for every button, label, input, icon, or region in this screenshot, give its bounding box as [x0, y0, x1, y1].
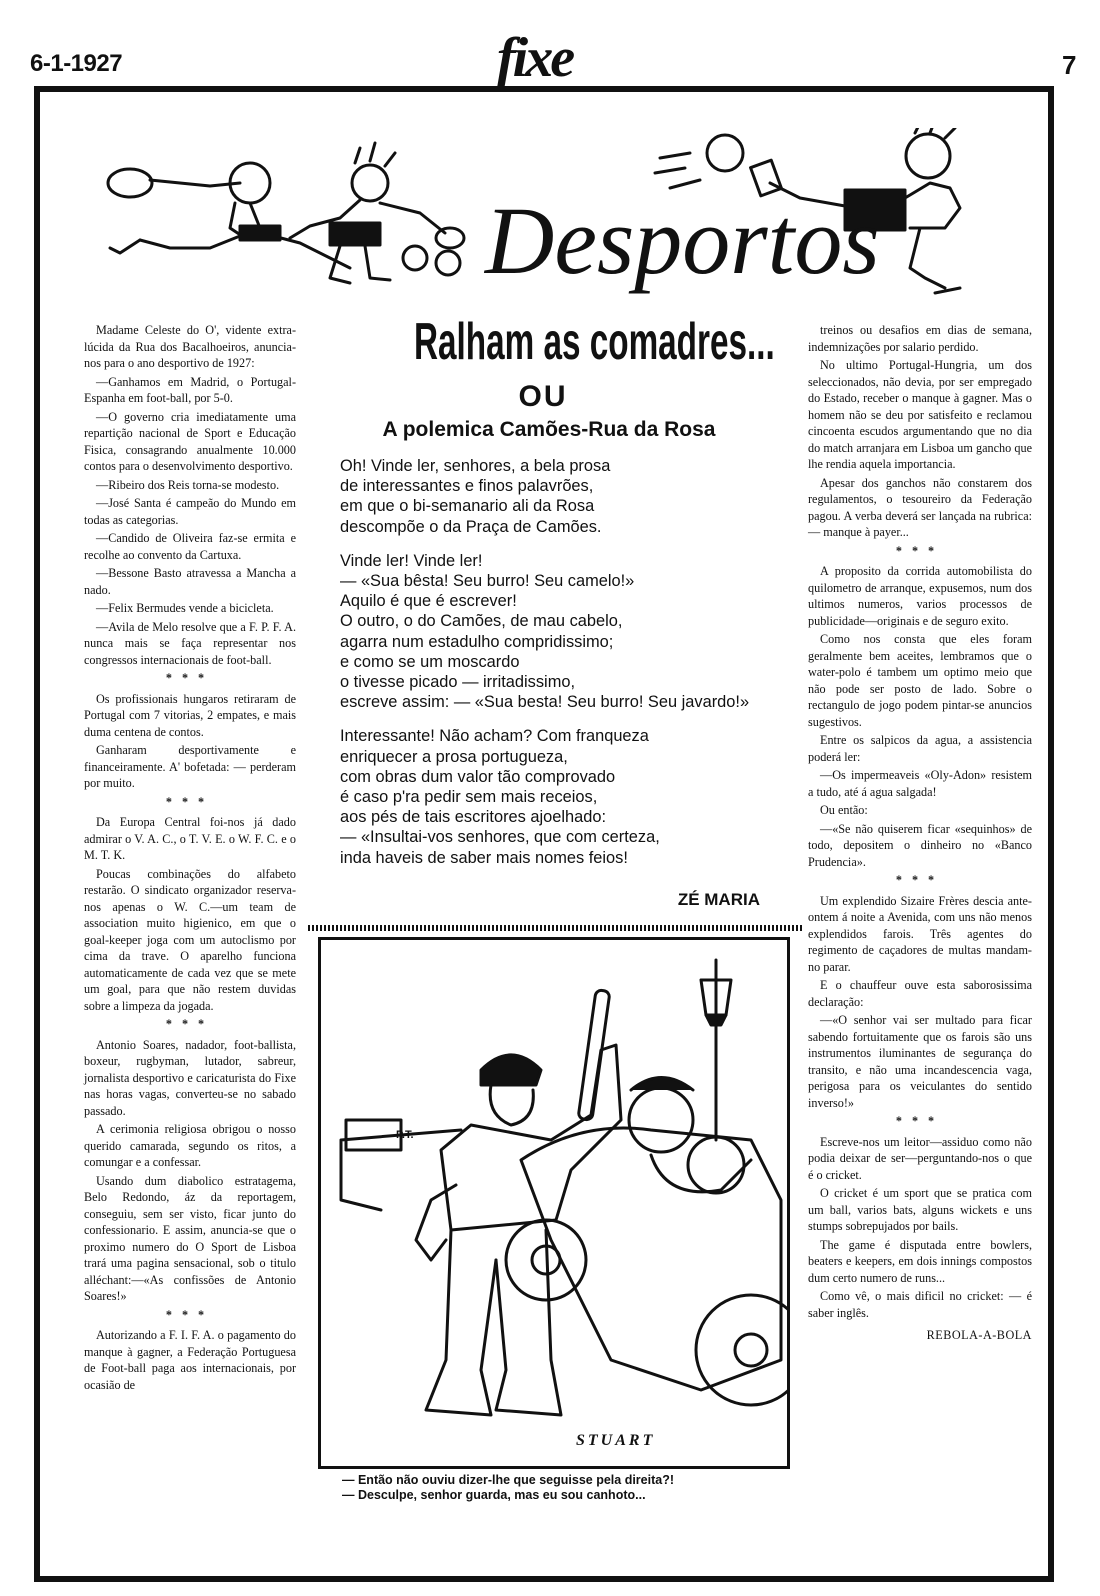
cartoon-caption [342, 1473, 762, 1503]
paragraph: treinos ou desafios em dias de semana, indemnizações por salario perdido. [808, 323, 1032, 354]
paragraph: —Candido de Oliveira faz-se ermita e recolhe ao convento da Cartuxa. [84, 531, 296, 562]
section-separator: *** [895, 1114, 945, 1128]
paragraph: Da Europa Central foi-nos já dado admirar o V. A. C., o T. V. E. o W. F. C. e o M. T. K. [84, 815, 296, 862]
section-separator: *** [895, 873, 945, 887]
paragraph: Madame Celeste do O', vidente extra-lúcida da Rua dos Bacalhoeiros, anuncia-nos para o ano desportivo de 1927: [84, 323, 296, 370]
sports-banner-illustration [100, 128, 1000, 318]
poem-line: O outro, o do Camões, de mau cabelo, [340, 612, 623, 631]
paragraph: —Felix Bermudes vende a bicicleta. [96, 601, 274, 615]
car-wheel-icon [696, 1295, 787, 1405]
boxing-glove-icon [436, 228, 464, 248]
column-signature: REBOLA-A-BOLA [926, 1328, 1032, 1342]
section-separator: *** [895, 543, 945, 558]
poem-line: aos pés de tais escritores ajoelhado: [340, 808, 607, 827]
caption-line: — Então não ouviu dizer-lhe que seguisse pela direita?! [342, 1473, 675, 1487]
poem-stanza [340, 551, 770, 713]
paragraph: Ou então: [820, 803, 868, 817]
headline-connector: OU [518, 380, 568, 413]
poem-line: o tivesse picado — irritadissimo, [340, 673, 576, 692]
paragraph: Apesar dos ganchos não constarem dos regulamentos, o tesoureiro da Federação pagou. A verba deverá ser lançada na rubrica: — manque à payer... [808, 475, 1032, 539]
poem-author: ZÉ MARIA [677, 890, 760, 909]
police-helmet-icon [481, 1055, 541, 1085]
section-separator: *** [165, 671, 215, 685]
poem-line: Oh! Vinde ler, senhores, a bela prosa [340, 457, 611, 475]
paragraph: —Ganhamos em Madrid, o Portugal-Espanha em foot-ball, por 5-0. [84, 374, 296, 405]
poem-line: de interessantes e finos palavrões, [340, 477, 594, 496]
paragraph: Entre os salpicos da agua, a assistencia poderá ler: [808, 733, 1032, 764]
paragraph: No ultimo Portugal-Hungria, um dos seleccionados, não devia, por ser empregado do Estado, receber o manque à gagner. Mas o homem não se deu por satisfeito e reclamou cincoenta escudos argumentando que no dia do match arranjara em Lisboa um gancho que lhe rendia aquela importancia. [808, 358, 1032, 471]
poem-line: em que o bi-semanario ali da Rosa [340, 497, 595, 516]
poem-line: — «Sua bêsta! Seu burro! Seu camelo!» [340, 572, 635, 591]
cartoon-divider [308, 925, 802, 931]
poem-line: descompõe o da Praça de Camões. [340, 517, 602, 536]
subheadline: A polemica Camões-Rua da Rosa [382, 418, 716, 441]
paragraph: —«Se não quiserem ficar «sequinhos» de todo, depositem o dinheiro no «Banco Prudencia». [808, 821, 1032, 869]
policeman-car-cartoon [321, 940, 787, 1466]
page-number: 7 [1062, 50, 1077, 80]
caption-line: — Desculpe, senhor guarda, mas eu sou canhoto... [342, 1488, 646, 1502]
poem-stanza [340, 456, 770, 537]
poem-line: escreve assim: — «Sua besta! Seu burro! Seu javardo!» [340, 693, 750, 712]
section-separator: *** [165, 1307, 215, 1322]
paragraph: Ganharam desportivamente e financeiramente. A' bofetada: — perderam por muito. [84, 743, 296, 790]
issue-date: 6-1-1927 [30, 50, 123, 77]
paragraph: A cerimonia religiosa obrigou o nosso querido camarada, segundo os ritos, a comungar e a confessar. [84, 1122, 296, 1169]
poem-line: agarra num estadulho compridissimo; [340, 632, 614, 651]
paragraph: Poucas combinações do alfabeto restarão. O sindicato organizador reserva-nos apenas o W. C.—um team de association muito higienico, em que o goal-keeper joga com um autoclismo por cima da trave. O aparelho funciona automaticamente de cada vez que se mete um goal, para que não restem duvidas sobre a limpeza da jogada. [84, 866, 296, 1013]
masthead-logo: fixe [497, 27, 573, 89]
left-column [84, 322, 296, 1395]
poem-line: com obras dum valor tão comprovado [340, 767, 616, 786]
poem-line: Vinde ler! Vinde ler! [340, 551, 483, 570]
paragraph: Autorizando a F. I. F. A. o pagamento do manque à gagner, a Federação Portuguesa de Foot-ball paga aos internacionais, por ocasião de [84, 1328, 296, 1392]
car-plate-text: P.T. [396, 1129, 414, 1141]
cartoon-frame [318, 937, 790, 1469]
paragraph: O cricket é um sport que se pratica com um ball, varios bats, alguns wickets e uns stumps sobrepujados por bails. [808, 1186, 1032, 1233]
cartoon-signature: STUART [576, 1432, 656, 1449]
paragraph: —«O senhor vai ser multado para ficar sabendo fortuitamente que os farois são uns instrumentos iluminantes de segurança do transito, e não uma incandescencia vaga, perigosa para os veiculantes do sentido inverso!» [808, 1013, 1032, 1110]
poem-line: enriquecer a prosa portugueza, [340, 747, 568, 766]
paragraph: —Ribeiro dos Reis torna-se modesto. [96, 477, 280, 492]
steering-wheel-icon [688, 1137, 744, 1193]
paragraph: Antonio Soares, nadador, foot-ballista, boxeur, rugbyman, lutador, sabreur, jornalista desportivo e caricaturista do Fixe nas horas vagas, converteu-se no sabado passado. [84, 1037, 296, 1118]
paragraph: E o chauffeur ouve esta saborosissima declaração: [808, 978, 1032, 1009]
paragraph: The game é disputada entre bowlers, beaters e keepers, em dois innings compostos dum certo numero de runs... [808, 1237, 1032, 1285]
poem-line: Aquilo é que é escrever! [340, 592, 517, 611]
poem-line: é caso p'ra pedir sem mais receios, [340, 788, 598, 807]
poem-line: Interessante! Não acham? Com franqueza [340, 727, 649, 746]
poem-line: e como se um moscardo [340, 652, 520, 671]
paragraph: Usando dum diabolico estratagema, Belo Redondo, áz da reportagem, conseguiu, sem ser visto, ficar junto do confessionario. E assim, anuncia-se que o proximo numero do O Sport de Lisboa trará uma pagina sensacional, sob o titulo alléchant:—«As confissões de Antonio Soares!» [84, 1173, 296, 1303]
headline: Ralham as comadres... [414, 313, 775, 371]
paragraph: —Os impermeaveis «Oly-Adon» resistem a tudo, até á agua salgada! [808, 768, 1032, 799]
paragraph: —Avila de Melo resolve que a F. P. F. A. nunca mais se faça representar nos congressos internacionais de foot-ball. [84, 619, 296, 667]
paragraph: Como nos consta que eles foram geralmente bem aceites, lembramos que o water-polo é tambem um optimo meio que não pode ser posto de lado. Sobre o rectangulo de jogo podem pintar-se anuncios sugestivos. [808, 632, 1032, 729]
paragraph: Escreve-nos um leitor—assiduo como não podia deixar de ser—perguntando-nos o que é o cricket. [808, 1134, 1032, 1182]
paragraph: Os profissionais hungaros retiraram de Portugal com 7 vitorias, 2 empates, e mais duma centena de contos. [84, 691, 296, 739]
banner-title: Desportos [485, 187, 880, 294]
football-icon [707, 135, 743, 171]
boxing-glove-icon [108, 169, 152, 197]
paragraph: Como vê, o mais dificil no cricket: — é saber inglês. [808, 1289, 1032, 1320]
paragraph: A proposito da corrida automobilista do quilometro de arranque, expusemos, num dos ultimos numeros, varios processos de publicidade—originais e de seguro exito. [808, 564, 1032, 628]
poem-line: — «Insultai-vos senhores, que com certeza, [340, 828, 660, 847]
poem [340, 456, 770, 882]
paragraph: —José Santa é campeão do Mundo em todas as categorias. [84, 496, 296, 527]
paragraph: —Bessone Basto atravessa a Mancha a nado. [84, 566, 296, 597]
right-column [808, 322, 1032, 1344]
poem-line: inda haveis de saber mais nomes feios! [340, 848, 628, 867]
section-separator: *** [165, 1017, 215, 1031]
section-separator: *** [165, 794, 215, 809]
paragraph: —O governo cria imediatamente uma repartição nacional de Sport e Educação Fisica, consagrando anualmente 10.000 contos para o desenvolvimento desportivo. [84, 409, 296, 473]
poem-stanza [340, 726, 770, 867]
paragraph: Um explendido Sizaire Frères descia ante-ontem á noite a Avenida, com uns não menos explendidos farois. Três agentes do regimento de caçadores de multas mandam-no parar. [808, 893, 1032, 974]
